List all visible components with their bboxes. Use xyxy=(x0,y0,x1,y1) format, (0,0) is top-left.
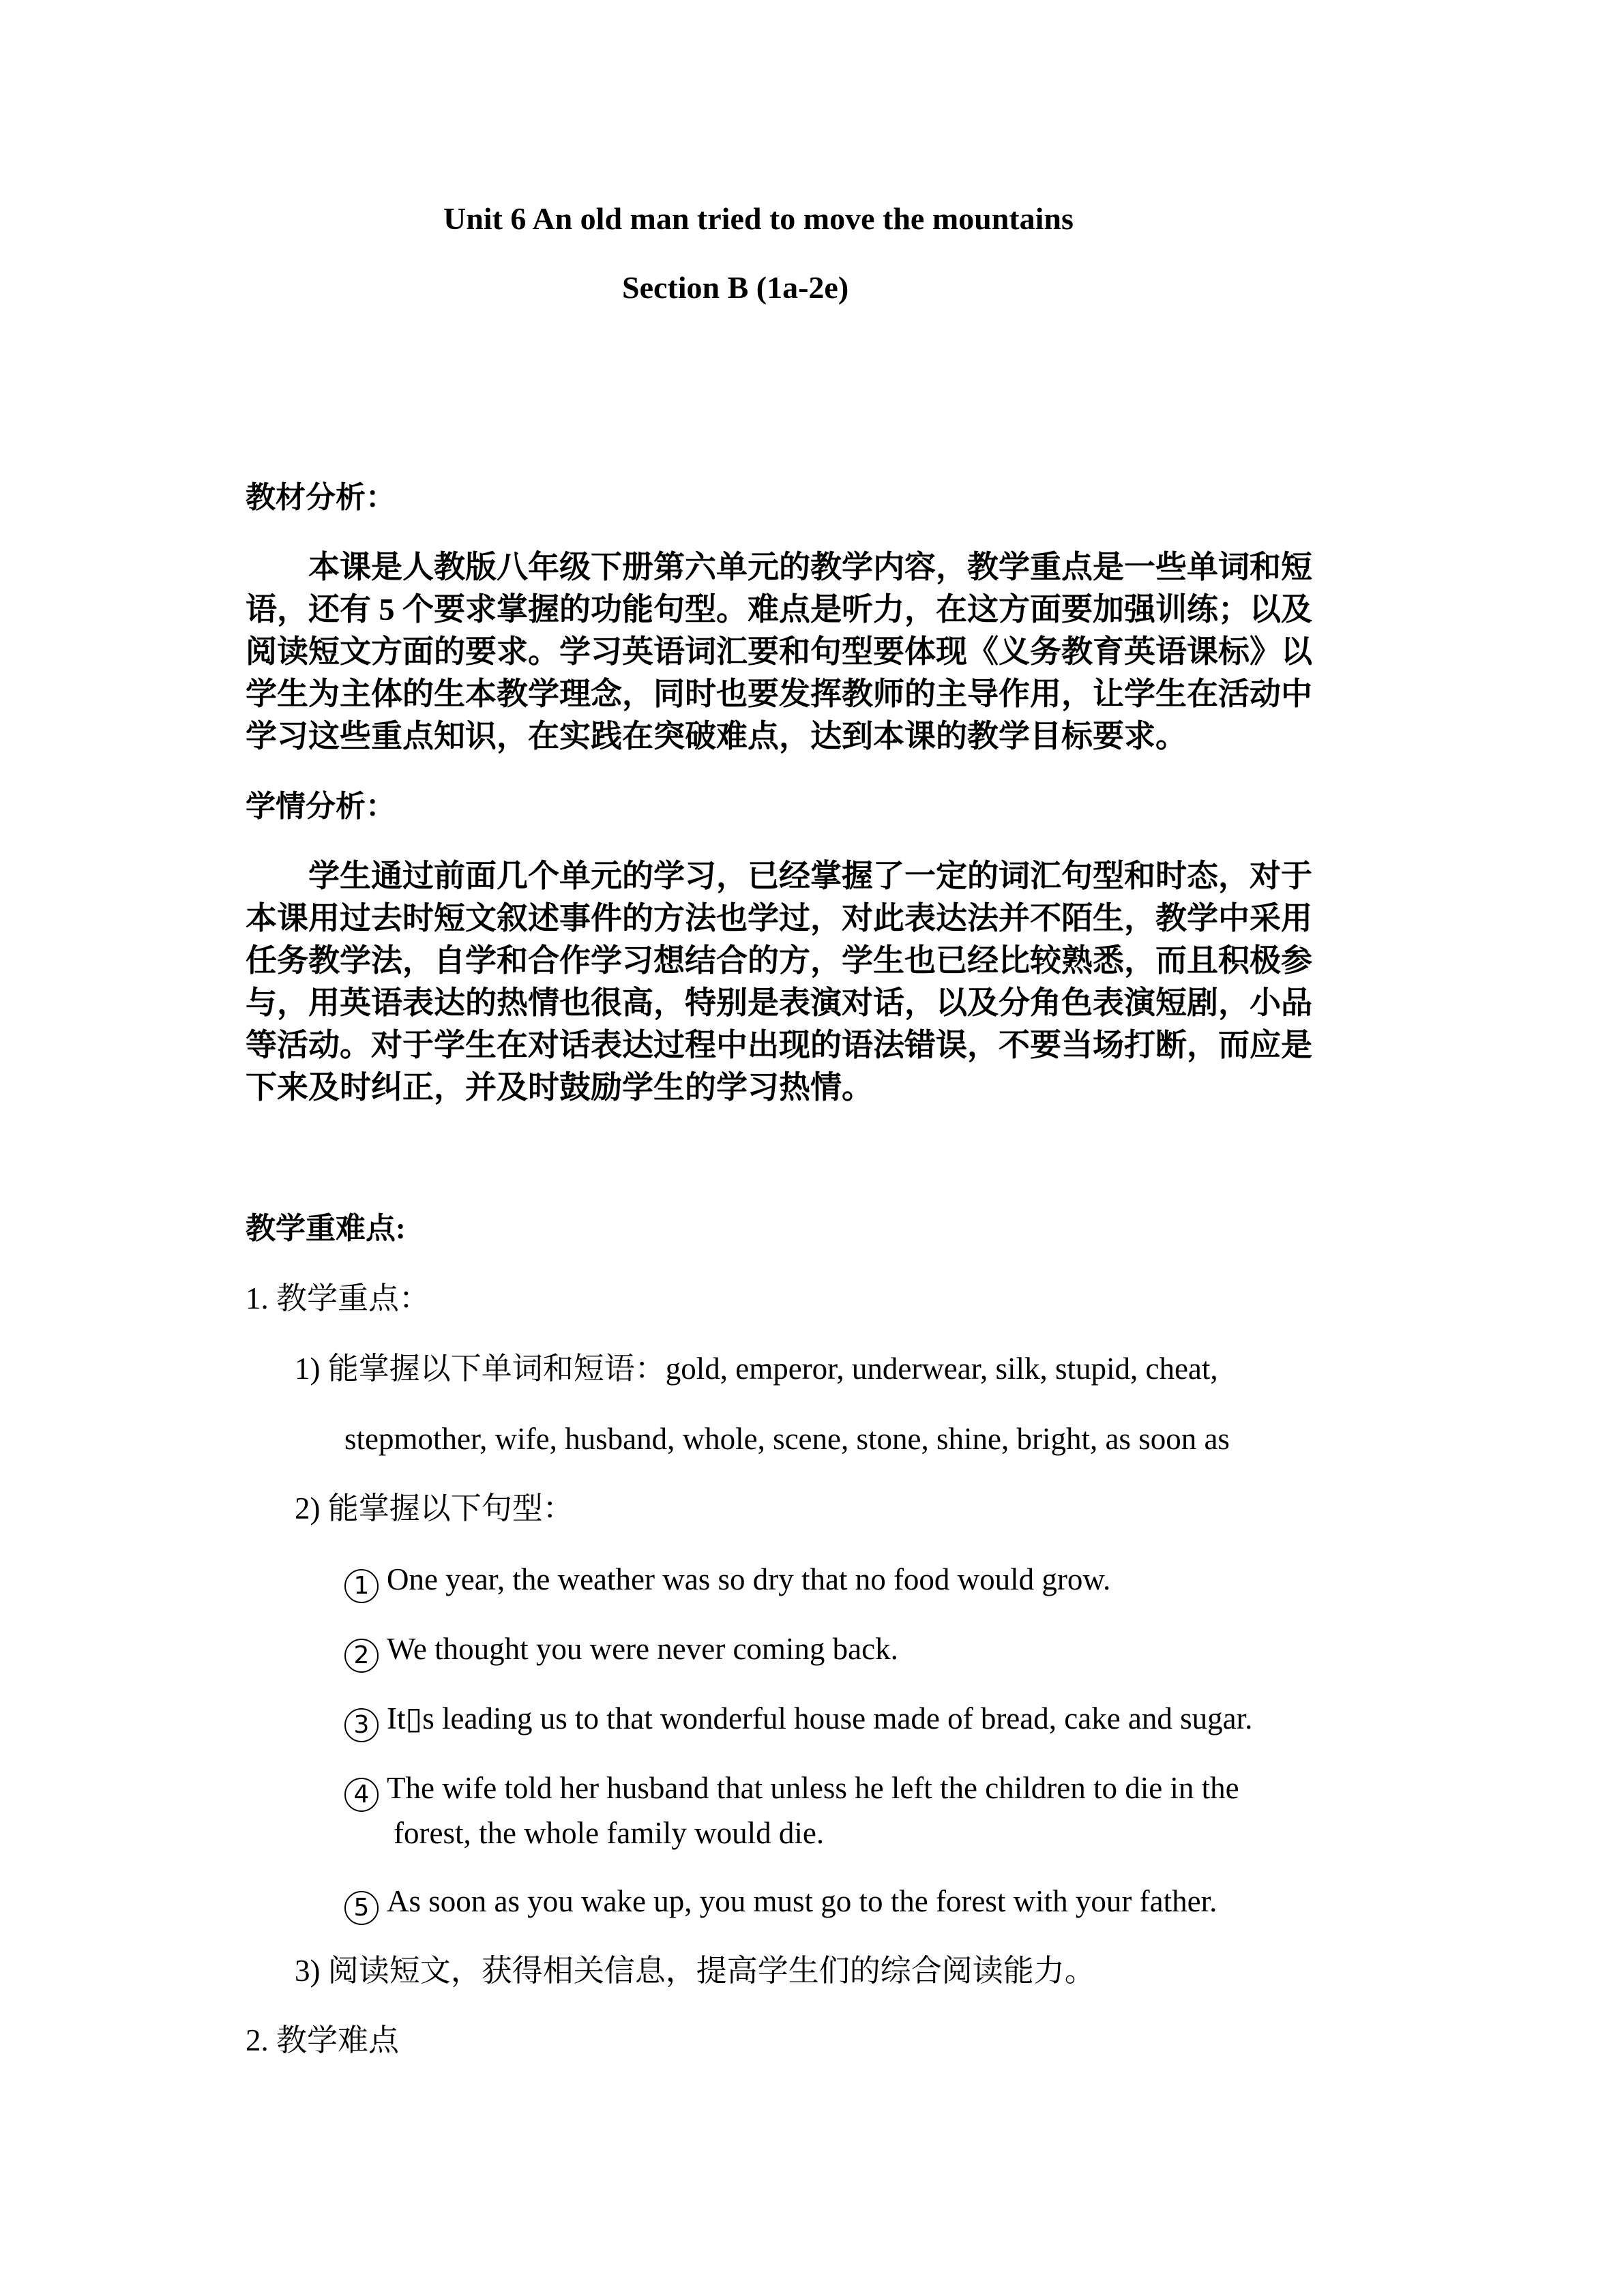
sentence-2 xyxy=(344,1628,898,1673)
sentence-5 xyxy=(344,1880,1217,1925)
paragraph-line: 语，还有 5 个要求掌握的功能句型。难点是听力，在这方面要加强训练；以及 xyxy=(246,592,1312,627)
paragraph-line: 学生通过前面几个单元的学习，已经掌握了一定的词汇句型和时态，对于 xyxy=(308,859,1312,893)
paragraph-line: 学生为主体的生本教学理念，同时也要发挥教师的主导作用，让学生在活动中 xyxy=(246,676,1312,711)
sentence-text: As soon as you wake up, you must go to the forest with your father. xyxy=(387,1884,1217,1918)
circled-number: 5 xyxy=(344,1891,379,1925)
keypoints-heading: 教学重难点: xyxy=(246,1212,406,1245)
unit-title: Unit 6 An old man tried to move the mountains xyxy=(443,201,1074,236)
point-2: 2. 教学难点 xyxy=(246,2023,400,2057)
circled-number: 2 xyxy=(344,1639,379,1673)
materials-heading: 教材分析： xyxy=(246,481,396,514)
paragraph-line: 本课是人教版八年级下册第六单元的教学内容，教学重点是一些单词和短 xyxy=(308,550,1312,584)
section-title: Section B (1a-2e) xyxy=(622,270,849,305)
sentence-4 xyxy=(344,1767,1239,1854)
students-heading: 学情分析： xyxy=(246,790,396,823)
sub-point-1-line-1: 1) 能掌握以下单词和短语：gold, emperor, underwear, silk, stupid, cheat, xyxy=(295,1352,1218,1386)
paragraph-line: 任务教学法，自学和合作学习想结合的方，学生也已经比较熟悉，而且积极参 xyxy=(246,943,1312,978)
sentence-1 xyxy=(344,1558,1110,1603)
sentence-text: It▯s leading us to that wonderful house made of bread, cake and sugar. xyxy=(387,1701,1253,1735)
paragraph-line: 阅读短文方面的要求。学习英语词汇要和句型要体现《义务教育英语课标》以 xyxy=(246,634,1312,669)
paragraph-line: 与，用英语表达的热情也很高，特别是表演对话，以及分角色表演短剧，小品 xyxy=(246,985,1312,1020)
materials-paragraph xyxy=(246,546,1364,758)
sentence-3 xyxy=(344,1697,1252,1742)
sub-point-1-line-2: stepmother, wife, husband, whole, scene, stone, shine, bright, as soon as xyxy=(344,1422,1230,1456)
sub-point-3: 3) 阅读短文，获得相关信息，提高学生们的综合阅读能力。 xyxy=(295,1954,1095,1988)
sentence-text: The wife told her husband that unless he left the children to die in the xyxy=(387,1771,1239,1805)
paragraph-line: 学习这些重点知识，在实践在突破难点，达到本课的教学目标要求。 xyxy=(246,719,1187,754)
students-paragraph xyxy=(246,855,1364,1109)
sub-point-2: 2) 能掌握以下句型： xyxy=(295,1491,574,1525)
sentence-continuation: forest, the whole family would die. xyxy=(394,1816,825,1850)
circled-number: 4 xyxy=(344,1778,379,1812)
paragraph-line: 等活动。对于学生在对话表达过程中出现的语法错误，不要当场打断，而应是 xyxy=(246,1028,1312,1062)
circled-number: 3 xyxy=(344,1708,379,1742)
circled-number: 1 xyxy=(344,1569,379,1603)
sentence-text: We thought you were never coming back. xyxy=(387,1632,898,1666)
point-1: 1. 教学重点： xyxy=(246,1281,430,1315)
paragraph-line: 本课用过去时短文叙述事件的方法也学过，对此表达法并不陌生，教学中采用 xyxy=(246,901,1312,936)
paragraph-line: 下来及时纠正，并及时鼓励学生的学习热情。 xyxy=(246,1070,873,1105)
sentence-text: One year, the weather was so dry that no food would grow. xyxy=(387,1562,1111,1596)
